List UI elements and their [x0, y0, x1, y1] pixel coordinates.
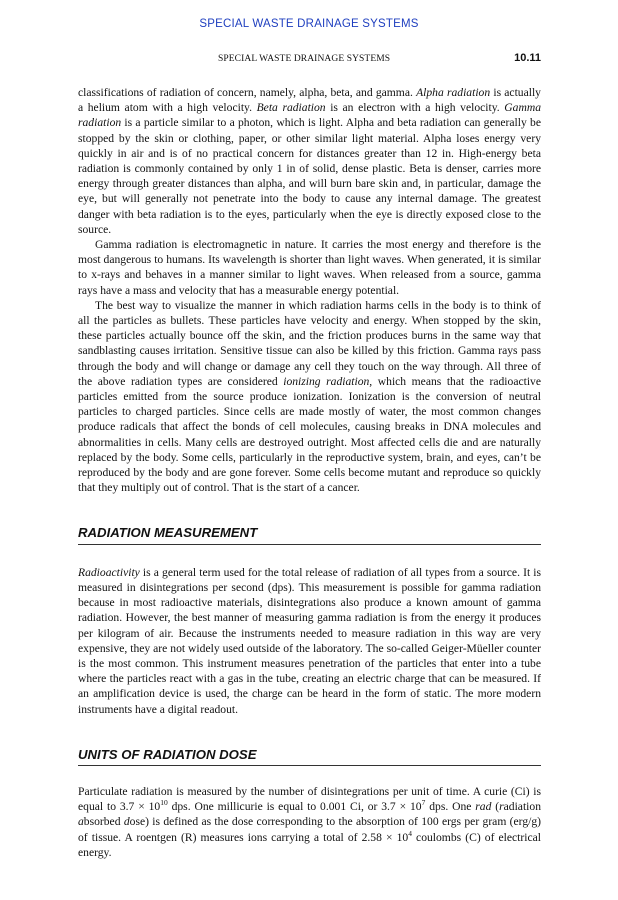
section-heading-units-of-radiation-dose: UNITS OF RADIATION DOSE — [78, 747, 541, 766]
exponent: 4 — [408, 828, 412, 838]
exponent: 7 — [421, 798, 426, 808]
alpha-radiation-term: Alpha radiation — [416, 86, 491, 99]
intro-paragraph-3: The best way to visualize the manner in which radiation harms cells in the body is to think of all the particles as bullets. These particles have velocity and energy. When stopped by the skin, these particles actually bounce off the skin, and the friction produces burns in the same way that sandblasting causes irritation. Sensitive tissue can also be killed by this friction. Gamma rays pass through the body and will change or damage any cell they touch on the way through. All three of the above radiation types are considered ionizing radiation, which means that the radioactive particles emitted from the source produce ionization. Ionization is the conversion of neutral particles to charged particles. Since cells are made mostly of water, the most common changes produce radicals that affect the bonds of cell molecules, causing breaks in DNA molecules and abnormalities in cells. Many cells are destroyed outright. Most affected cells die and are naturally replaced by the body. Some cells, particularly in the reproductive system, brain, and eyes, can’t be reproduced by the body and are gone forever. Some cells become mutant and reproduce so quickly that they multiply out of control. That is the start of a cancer. — [78, 298, 541, 495]
book-banner: SPECIAL WASTE DRAINAGE SYSTEMS — [199, 18, 419, 30]
units-paragraph: Particulate radiation is measured by the number of disintegrations per unit of time. A curie (Ci) is equal to $3.7 \times 10^{10}$ dps. One millicurie is equal to 0.001 Ci, or $3.7 \times 10^7$ dps. One rad (radiation absorbed dose) is defined as the dose corresponding to the absorption of 100 ergs per gram (erg/g) of tissue. A roentgen (R) measures ions carrying a total of $2.58 \times 10^4$ coulombs (C) of electrical energy. — [78, 784, 541, 859]
running-head: SPECIAL WASTE DRAINAGE SYSTEMS — [218, 54, 391, 64]
beta-radiation-term: Beta radiation — [256, 101, 326, 115]
exponent: 10 — [160, 798, 168, 808]
intro-paragraph-2: Gamma radiation is electromagnetic in nature. It carries the most energy and therefore is the most dangerous to humans. Its wavelength is shorter than light waves. When generated, it is similar to x-rays and behaves in a manner similar to light waves. When released from a source, gamma rays have a mass and velocity that has a measurable energy potential. — [78, 238, 541, 297]
page-number: 10.11 — [514, 52, 541, 64]
intro-paragraph-1: classifications of radiation of concern, namely, alpha, beta, and gamma. Alpha radiation is actually a helium atom with a high velocity. Beta radiation is an electron with a high velocity. Gamma radiation is a particle similar to a photon, which is light. Alpha and beta radiation can generally be stopped by the skin or clothing, paper, or other similar light material. Alpha loses energy very quickly in air and is of no practical concern for distances greater than 12 in. High-energy beta radiation is commonly contained by only 1 in of solid, dense plastic. Beta is denser, carries more energy through greater distances than alpha, and will burn bare skin and, in particular, damage the eye, but will generally not penetrate into the body to cause any internal damage. The greatest danger with beta radiation is to the eyes, particularly when the eye is directly exposed close to the source. — [78, 86, 541, 236]
ionizing-radiation-term: ionizing radiation, — [283, 374, 373, 388]
section-heading-radiation-measurement: RADIATION MEASUREMENT — [78, 525, 541, 544]
rad-term: rad — [475, 800, 492, 814]
radioactivity-term: Radioactivity — [78, 565, 140, 579]
measurement-paragraph: Radioactivity is a general term used for the total release of radiation of all types from a source. It is measured in disintegrations per second (dps). This measurement is possible for gamma radiation because in most radioactive materials, disintegrations also produce a known amount of gamma radiation. However, the best manner of measuring gamma radiation is from the energy it produces per kilogram of air. Because the instruments needed to measure radiation in this way are very expensive, they are not widely used outside of the laboratory. The so-called Geiger-Müeller counter is the most common. This instrument measures penetration of the particles that enter into a tube where the particles react with a gas in the tube, creating an electric charge that can be measured. If an amplification device is used, the charge can be heard in the form of static. The more modern instruments have a digital readout. — [78, 565, 541, 716]
page-body — [78, 85, 541, 860]
gamma-radiation-term: Gamma radiation — [78, 101, 541, 130]
